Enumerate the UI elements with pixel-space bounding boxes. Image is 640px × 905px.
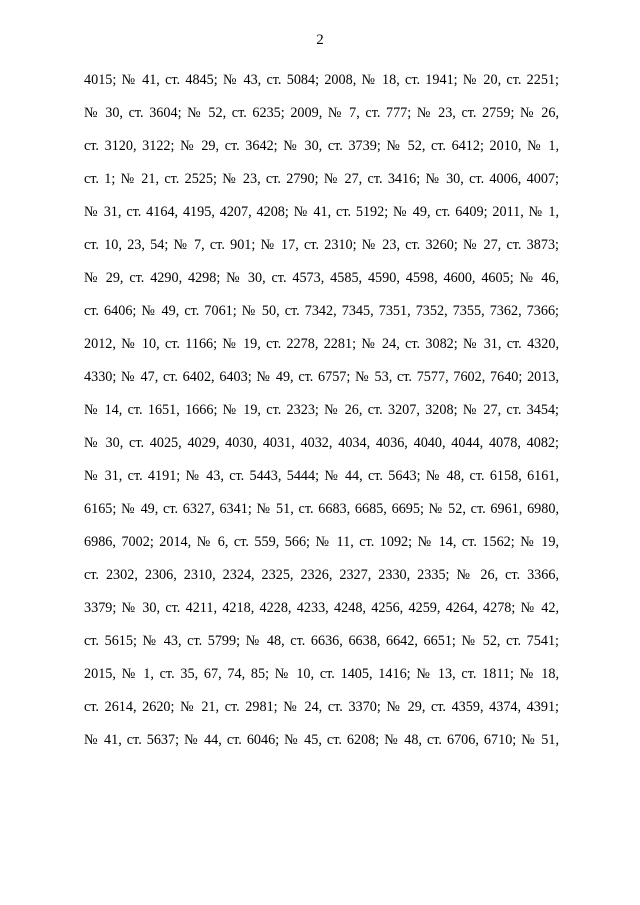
text-line: ст. 3120, 3122; № 29, ст. 3642; № 30, ст. 3739; № 52, ст. 6412; 2010, № 1, xyxy=(84,138,559,154)
text-line: № 14, ст. 1651, 1666; № 19, ст. 2323; № 26, ст. 3207, 3208; № 27, ст. 3454; xyxy=(84,402,559,418)
text-line: № 31, ст. 4164, 4195, 4207, 4208; № 41, ст. 5192; № 49, ст. 6409; 2011, № 1, xyxy=(84,204,559,220)
text-line: 2012, № 10, ст. 1166; № 19, ст. 2278, 2281; № 24, ст. 3082; № 31, ст. 4320, xyxy=(84,336,559,352)
text-line: 4015; № 41, ст. 4845; № 43, ст. 5084; 2008, № 18, ст. 1941; № 20, ст. 2251; xyxy=(84,72,559,88)
text-line: № 41, ст. 5637; № 44, ст. 6046; № 45, ст. 6208; № 48, ст. 6706, 6710; № 51, xyxy=(84,732,559,748)
text-line: № 29, ст. 4290, 4298; № 30, ст. 4573, 4585, 4590, 4598, 4600, 4605; № 46, xyxy=(84,270,559,286)
text-line: 2015, № 1, ст. 35, 67, 74, 85; № 10, ст. 1405, 1416; № 13, ст. 1811; № 18, xyxy=(84,666,559,682)
text-line: 6986, 7002; 2014, № 6, ст. 559, 566; № 11, ст. 1092; № 14, ст. 1562; № 19, xyxy=(84,534,559,550)
text-line: ст. 2302, 2306, 2310, 2324, 2325, 2326, 2327, 2330, 2335; № 26, ст. 3366, xyxy=(84,567,559,583)
text-line: ст. 10, 23, 54; № 7, ст. 901; № 17, ст. 2310; № 23, ст. 3260; № 27, ст. 3873; xyxy=(84,237,559,253)
page-number: 2 xyxy=(316,32,324,48)
text-line: ст. 1; № 21, ст. 2525; № 23, ст. 2790; № 27, ст. 3416; № 30, ст. 4006, 4007; xyxy=(84,171,559,187)
body-text xyxy=(84,64,559,757)
text-line: № 31, ст. 4191; № 43, ст. 5443, 5444; № 44, ст. 5643; № 48, ст. 6158, 6161, xyxy=(84,468,559,484)
text-line: № 30, ст. 3604; № 52, ст. 6235; 2009, № 7, ст. 777; № 23, ст. 2759; № 26, xyxy=(84,105,559,121)
text-line: ст. 2614, 2620; № 21, ст. 2981; № 24, ст. 3370; № 29, ст. 4359, 4374, 4391; xyxy=(84,699,559,715)
text-line: 6165; № 49, ст. 6327, 6341; № 51, ст. 6683, 6685, 6695; № 52, ст. 6961, 6980, xyxy=(84,501,559,517)
text-line: 3379; № 30, ст. 4211, 4218, 4228, 4233, 4248, 4256, 4259, 4264, 4278; № 42, xyxy=(84,600,559,616)
text-line: № 30, ст. 4025, 4029, 4030, 4031, 4032, 4034, 4036, 4040, 4044, 4078, 4082; xyxy=(84,435,559,451)
text-line: ст. 5615; № 43, ст. 5799; № 48, ст. 6636, 6638, 6642, 6651; № 52, ст. 7541; xyxy=(84,633,559,649)
text-line: ст. 6406; № 49, ст. 7061; № 50, ст. 7342, 7345, 7351, 7352, 7355, 7362, 7366; xyxy=(84,303,559,319)
text-line: 4330; № 47, ст. 6402, 6403; № 49, ст. 6757; № 53, ст. 7577, 7602, 7640; 2013, xyxy=(84,369,559,385)
